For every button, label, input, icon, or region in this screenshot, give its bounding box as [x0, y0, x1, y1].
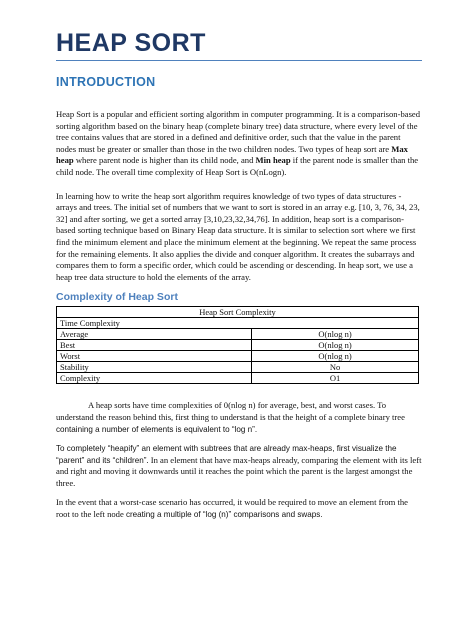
text-run: . In an element that have max-heaps already, comparing the element with its left and right and moving it downwards until it reaches the point which the parent is the largest amongst the three. — [56, 454, 422, 488]
row-value: O(nlog n) — [252, 329, 419, 340]
text-run: A heap sorts have time complexities of 0(nlog n) for average, best, and worst cases. To understand the reason behind this, first thing to understand is that the height of a complete binary tree — [56, 400, 405, 422]
worst-case-paragraph — [56, 497, 422, 520]
table-subheader: Time Complexity — [57, 318, 419, 329]
table-row — [57, 362, 419, 373]
text-run: creating a multiple of “log (n)” comparisons and swaps. — [125, 510, 323, 520]
text-run: if the parent node is smaller than the child node. The overall time complexity of Heap Sort is O(nLogn). — [56, 155, 419, 177]
complexity-heading: Complexity of Heap Sort — [56, 291, 178, 304]
table-caption-row — [57, 307, 419, 318]
row-value: O1 — [252, 373, 419, 384]
text-run: To completely “heapify” an element with subtrees that are already max-heaps, first visualize the “parent” and its “children” — [56, 444, 397, 465]
complexity-paragraph — [56, 400, 422, 435]
row-label: Best — [57, 340, 252, 351]
row-value: O(nlog n) — [252, 351, 419, 362]
table-row — [57, 373, 419, 384]
text-run: In the event that a worst-case scenario has occurred, it would be required to move an element from the root to the left node — [56, 497, 408, 520]
table-subheader-row — [57, 318, 419, 329]
row-label: Worst — [57, 351, 252, 362]
row-label: Average — [57, 329, 252, 340]
bold-term-max-heap: Max heap — [56, 143, 408, 166]
table-row — [57, 340, 419, 351]
text-run: Heap Sort is a popular and efficient sorting algorithm in computer programming. It is a comparison-based sorting algorithm based on the binary heap (complete binary tree) data structure, where every level of the tree contains values that are stored in a defined and definitive order, such that the value in the parent nodes must be greater or smaller than those in the two children nodes. Two types of heap sort are — [56, 109, 421, 154]
heapify-paragraph — [56, 443, 422, 489]
row-value: No — [252, 362, 419, 373]
intro-paragraph-2: In learning how to write the heap sort algorithm requires knowledge of two types of data structures - arrays and trees. The initial set of numbers that we want to sort is stored in an array e.g. [10, 3, 76, 34, 23, 32] and after sorting, we get a sorted array [3,10,23,32,34,76]. In addition, heap sort is a comparison-based sorting technique based on Binary Heap data structure. It is similar to selection sort where we first find the minimum element and place the minimum element at the beginning. We repeat the same process for the remaining elements. It also applies the divide and conquer algorithm. It creates the subarrays and compares them to form a specific order, which could be ascending or descending. In heap sort, we use a heap tree data structure to hold the elements of the array. — [56, 190, 420, 282]
table-row — [57, 329, 419, 340]
row-label: Stability — [57, 362, 252, 373]
page-title: HEAP SORT — [56, 28, 422, 61]
text-run: where parent node is higher than its child node, and — [73, 155, 256, 166]
complexity-table — [56, 306, 419, 384]
introduction-heading: INTRODUCTION — [56, 75, 156, 89]
table-row — [57, 351, 419, 362]
row-value: O(nlog n) — [252, 340, 419, 351]
bold-term-min-heap: Min heap — [255, 155, 291, 166]
intro-paragraph-1 — [56, 109, 422, 179]
row-label: Complexity — [57, 373, 252, 384]
text-run: containing a number of elements is equivalent to “log n”. — [56, 424, 258, 434]
table-caption: Heap Sort Complexity — [57, 307, 419, 318]
